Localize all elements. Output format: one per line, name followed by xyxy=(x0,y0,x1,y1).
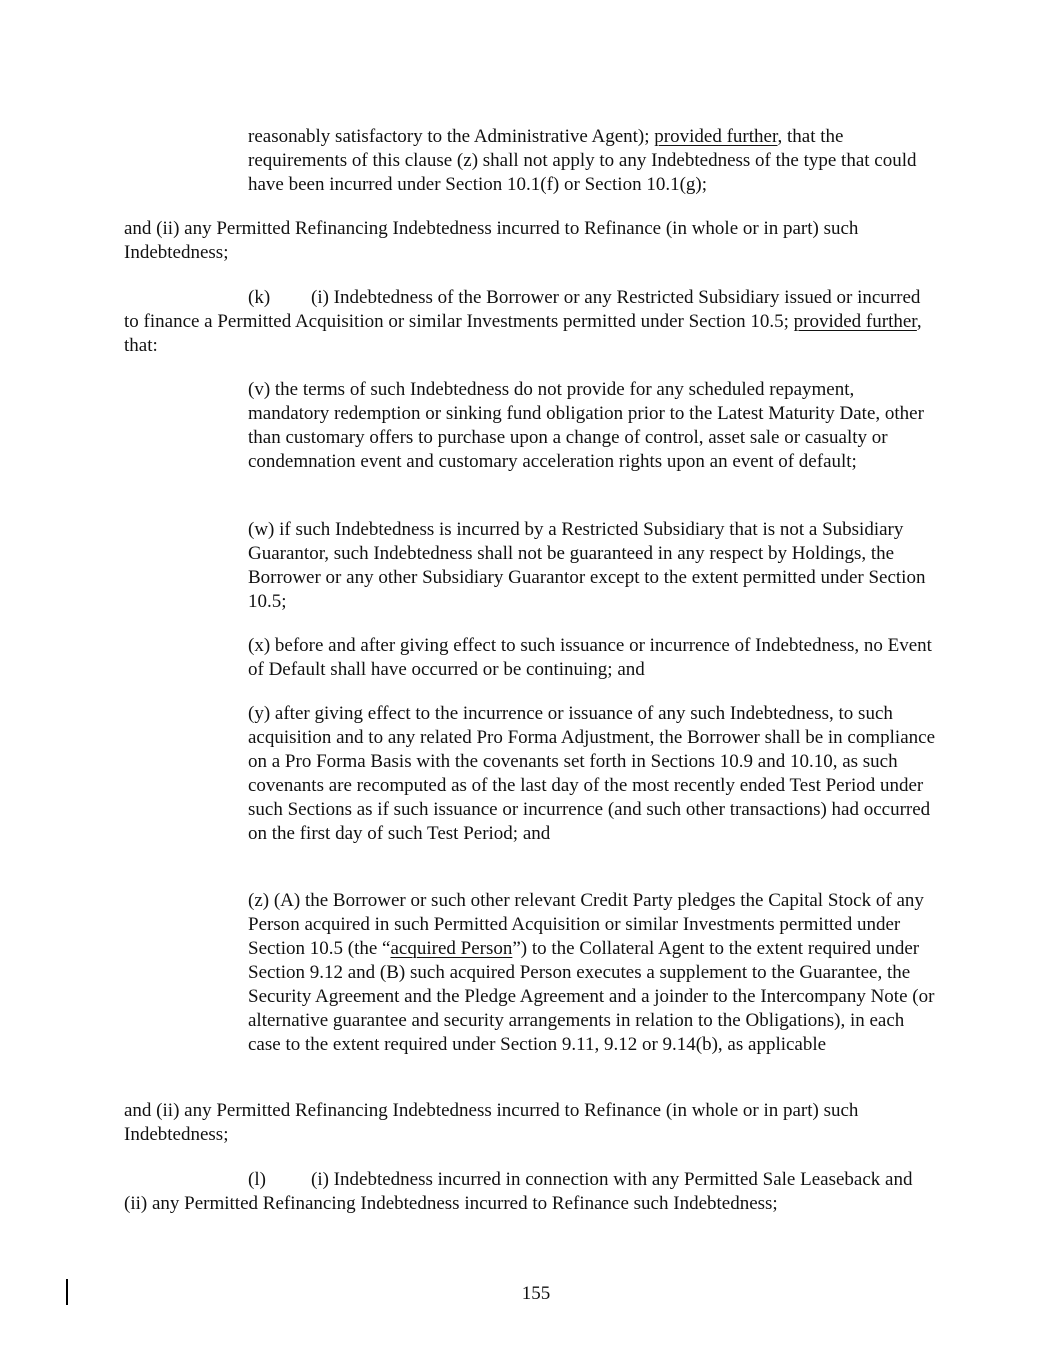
paragraph-x xyxy=(248,634,938,682)
paragraph-z xyxy=(248,889,938,1057)
paragraph-l xyxy=(124,1168,934,1216)
paragraph-w xyxy=(248,518,938,614)
paragraph-j-refinancing xyxy=(124,217,934,265)
paragraph-k xyxy=(124,286,934,358)
p5-text: (w) if such Indebtedness is incurred by a Restricted Subsidiary that is not a Subsidiary Guarantor, such Indebtedness shall not be guaranteed in any respect by Holdings, the Borrower or any other Subsidiary Guarantor except to the extent permitted under Section 10.5; xyxy=(248,519,926,612)
p8-acquired-person: acquired Person xyxy=(390,938,513,959)
p8-text-after: ”) to the Collateral Agent to the extent required under Section 9.12 and (B) such acquired Person executes a supplement to the Guarantee, the Security Agreement and the Pledge Agreement and a joinder to the Intercompany Note (or alternative guarantee and security arrangements in relation to the Obligations), in each case to the extent required under Section 9.11, 9.12 or 9.14(b), as applicable xyxy=(248,938,935,1055)
page-number: 155 xyxy=(521,1283,551,1304)
p6-text: (x) before and after giving effect to such issuance or incurrence of Indebtedness, no Event of Default shall have occurred or be continuing; and xyxy=(248,635,932,680)
p8-text-before: (z) (A) the Borrower or such other relevant Credit Party pledges the Capital Stock of any Person acquired in such Permitted Acquisition or similar Investments permitted under Section 10.5 (the “ xyxy=(248,890,924,959)
p3-provided-further: provided further xyxy=(793,311,917,332)
clause-l-label: (l) xyxy=(248,1169,266,1190)
paragraph-y xyxy=(248,702,938,846)
p1-text-before: reasonably satisfactory to the Administrative Agent); xyxy=(248,126,655,147)
p1-text-after: , that the requirements of this clause (z) shall not apply to any Indebtedness of the type that could have been incurred under Section 10.1(f) or Section 10.1(g); xyxy=(248,126,917,195)
clause-k-label: (k) xyxy=(248,287,271,308)
paragraph-z-proviso xyxy=(248,125,938,197)
p10-text: (i) Indebtedness incurred in connection with any Permitted Sale Leaseback and (ii) any Permitted Refinancing Indebtedness incurred to Refinance such Indebtedness; xyxy=(124,1169,913,1214)
p3-text-after: , that: xyxy=(124,311,922,356)
p1-provided-further: provided further xyxy=(654,126,778,147)
p7-text: (y) after giving effect to the incurrence or issuance of any such Indebtedness, to such acquisition and to any related Pro Forma Adjustment, the Borrower shall be in compliance on a Pro Forma Basis with the covenants set forth in Sections 10.9 and 10.10, as such covenants are recomputed as of the last day of the most recently ended Test Period under such Sections as if such issuance or incurrence (and such other transactions) had occurred on the first day of such Test Period; and xyxy=(248,703,936,844)
p9-text: and (ii) any Permitted Refinancing Indebtedness incurred to Refinance (in whole or in part) such Indebtedness; xyxy=(124,1100,859,1145)
p2-text: and (ii) any Permitted Refinancing Indebtedness incurred to Refinance (in whole or in part) such Indebtedness; xyxy=(124,218,859,263)
p4-text: (v) the terms of such Indebtedness do not provide for any scheduled repayment, mandatory redemption or sinking fund obligation prior to the Latest Maturity Date, other than customary offers to purchase upon a change of control, asset sale or casualty or condemnation event and customary acceleration rights upon an event of default; xyxy=(248,379,924,472)
paragraph-k-refinancing xyxy=(124,1099,934,1147)
paragraph-v xyxy=(248,378,938,474)
p3-text: (i) Indebtedness of the Borrower or any Restricted Subsidiary issued or incurred to finance a Permitted Acquisition or similar Investments permitted under Section 10.5; xyxy=(124,287,921,332)
